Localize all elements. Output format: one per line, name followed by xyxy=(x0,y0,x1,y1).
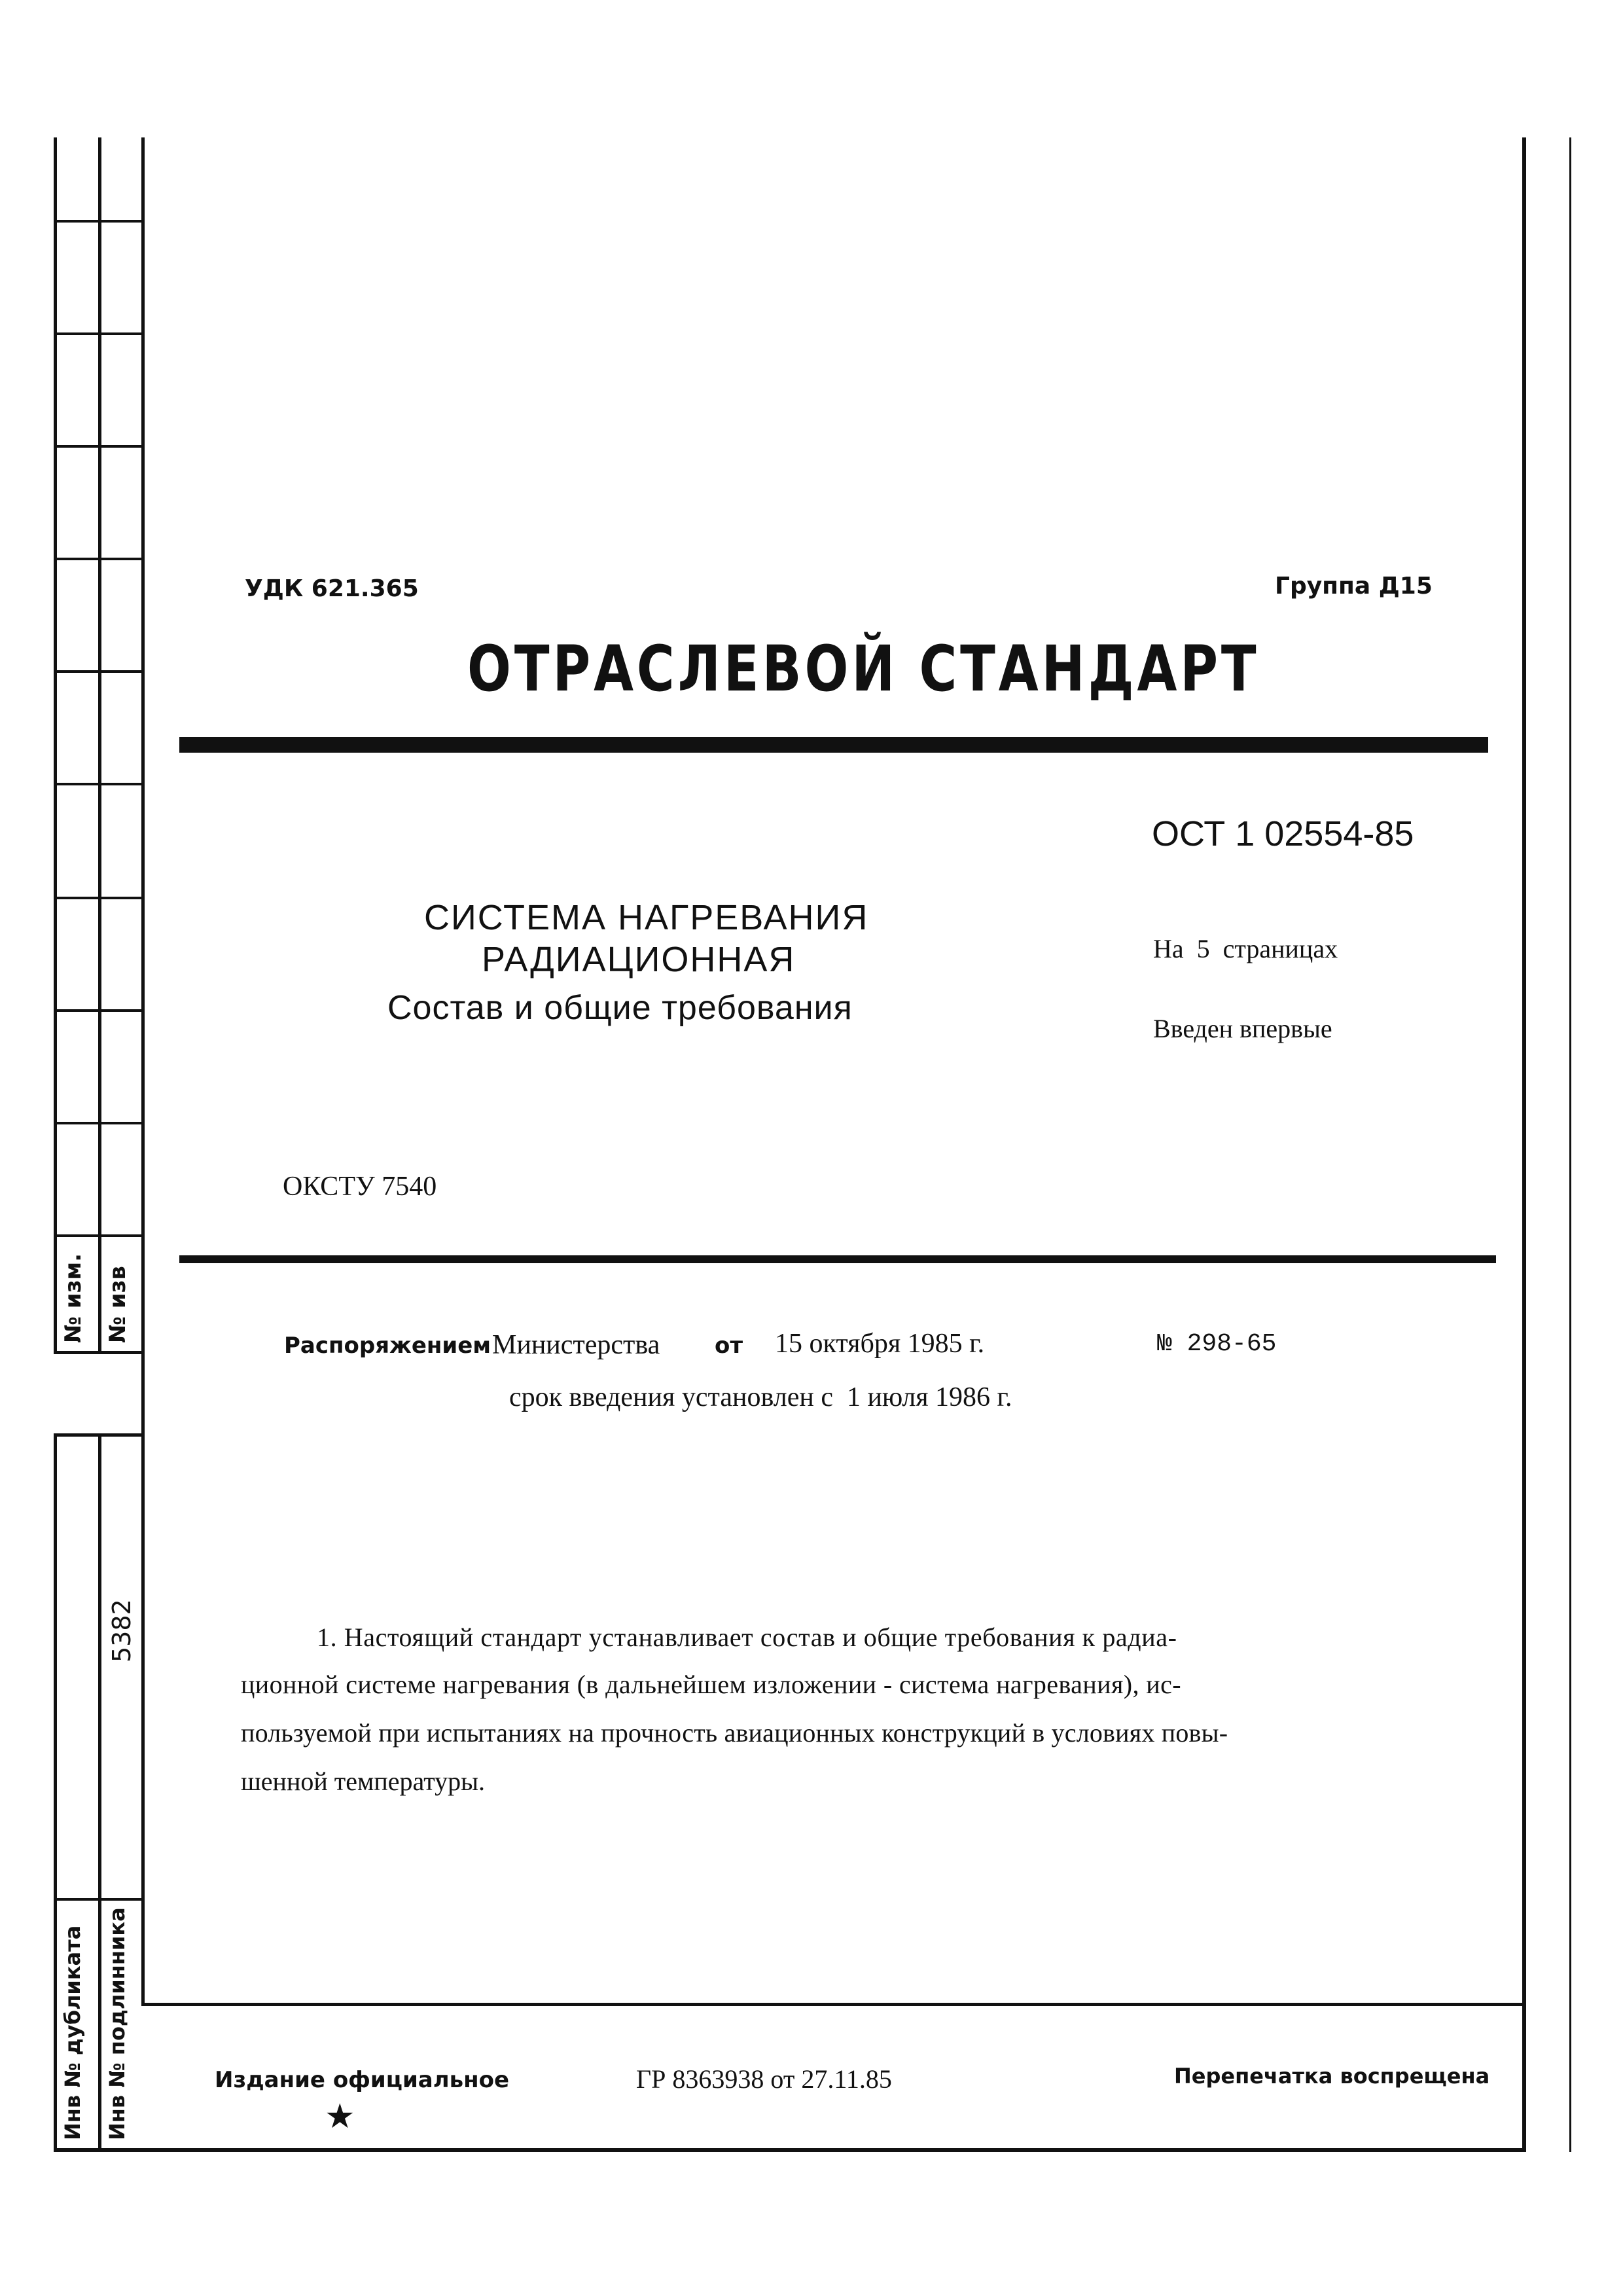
info-rule xyxy=(179,1255,1496,1263)
star-icon: ★ xyxy=(325,2097,355,2136)
margin-line xyxy=(54,220,143,223)
duplicate-inv-label: Инв № дубликата xyxy=(60,1925,85,2140)
original-inv-label: Инв № подлинника xyxy=(105,1907,130,2140)
margin-line xyxy=(54,1009,143,1012)
margin-line xyxy=(54,1122,143,1124)
effective-date: срок введения установлен с 1 июля 1986 г. xyxy=(509,1382,1012,1412)
oksty-code: ОКСТУ 7540 xyxy=(283,1172,437,1202)
order-date: 15 октября 1985 г. xyxy=(775,1329,985,1359)
margin-line xyxy=(54,783,143,785)
margin-line xyxy=(54,137,57,1354)
margin-line xyxy=(54,1898,143,1901)
margin-line xyxy=(54,1351,143,1354)
margin-line xyxy=(54,558,143,560)
udk-code: УДК 621.365 xyxy=(245,575,419,602)
margin-line xyxy=(54,670,143,673)
order-number: № 298-65 xyxy=(1157,1330,1277,1358)
margin-line xyxy=(141,137,145,2004)
edition-note: Издание официальное xyxy=(215,2067,510,2093)
body-line: ционной системе нагревания (в дальнейшем изложении - система нагревания), ис- xyxy=(241,1670,1181,1699)
introduced-note: Введен впервые xyxy=(1153,1014,1332,1043)
izv-label: № изв xyxy=(105,1266,131,1343)
body-line: шенной температуры. xyxy=(241,1767,486,1796)
izm-label: № изм. xyxy=(60,1253,86,1343)
page-title: ОТРАСЛЕВОЙ СТАНДАРТ xyxy=(467,632,1260,706)
group-code: Группа Д15 xyxy=(1275,573,1433,600)
margin-line xyxy=(54,1433,57,2151)
standard-name-line1: СИСТЕМА НАГРЕВАНИЯ xyxy=(424,898,869,937)
body-line: 1. Настоящий стандарт устанавливает состав и общие требования к радиа- xyxy=(317,1623,1177,1652)
standard-number: ОСТ 1 02554-85 xyxy=(1152,814,1414,853)
title-rule xyxy=(179,737,1488,753)
page-count: На 5 страницах xyxy=(1153,934,1338,963)
standard-subtitle: Состав и общие требования xyxy=(387,989,853,1027)
order-label: Распоряжением xyxy=(284,1333,491,1359)
inventory-number: 5382 xyxy=(107,1599,136,1662)
order-from: от xyxy=(715,1333,743,1359)
margin-line xyxy=(98,1433,101,2151)
body-line: пользуемой при испытаниях на прочность авиационных конструкций в условиях повы- xyxy=(241,1718,1228,1748)
right-border xyxy=(1522,137,1526,2152)
footer-rule xyxy=(141,2003,1526,2006)
margin-line xyxy=(54,897,143,899)
margin-line xyxy=(54,332,143,335)
margin-line xyxy=(54,2148,1526,2152)
reprint-note: Перепечатка воспрещена xyxy=(1174,2064,1490,2089)
registration-number: ГР 8363938 от 27.11.85 xyxy=(636,2064,892,2094)
order-ministry: Министерства xyxy=(492,1330,660,1360)
margin-line xyxy=(54,445,143,448)
right-border-outer xyxy=(1569,137,1571,2152)
margin-line xyxy=(54,1234,143,1237)
margin-line xyxy=(98,137,101,1354)
standard-name-line2: РАДИАЦИОННАЯ xyxy=(482,940,796,979)
